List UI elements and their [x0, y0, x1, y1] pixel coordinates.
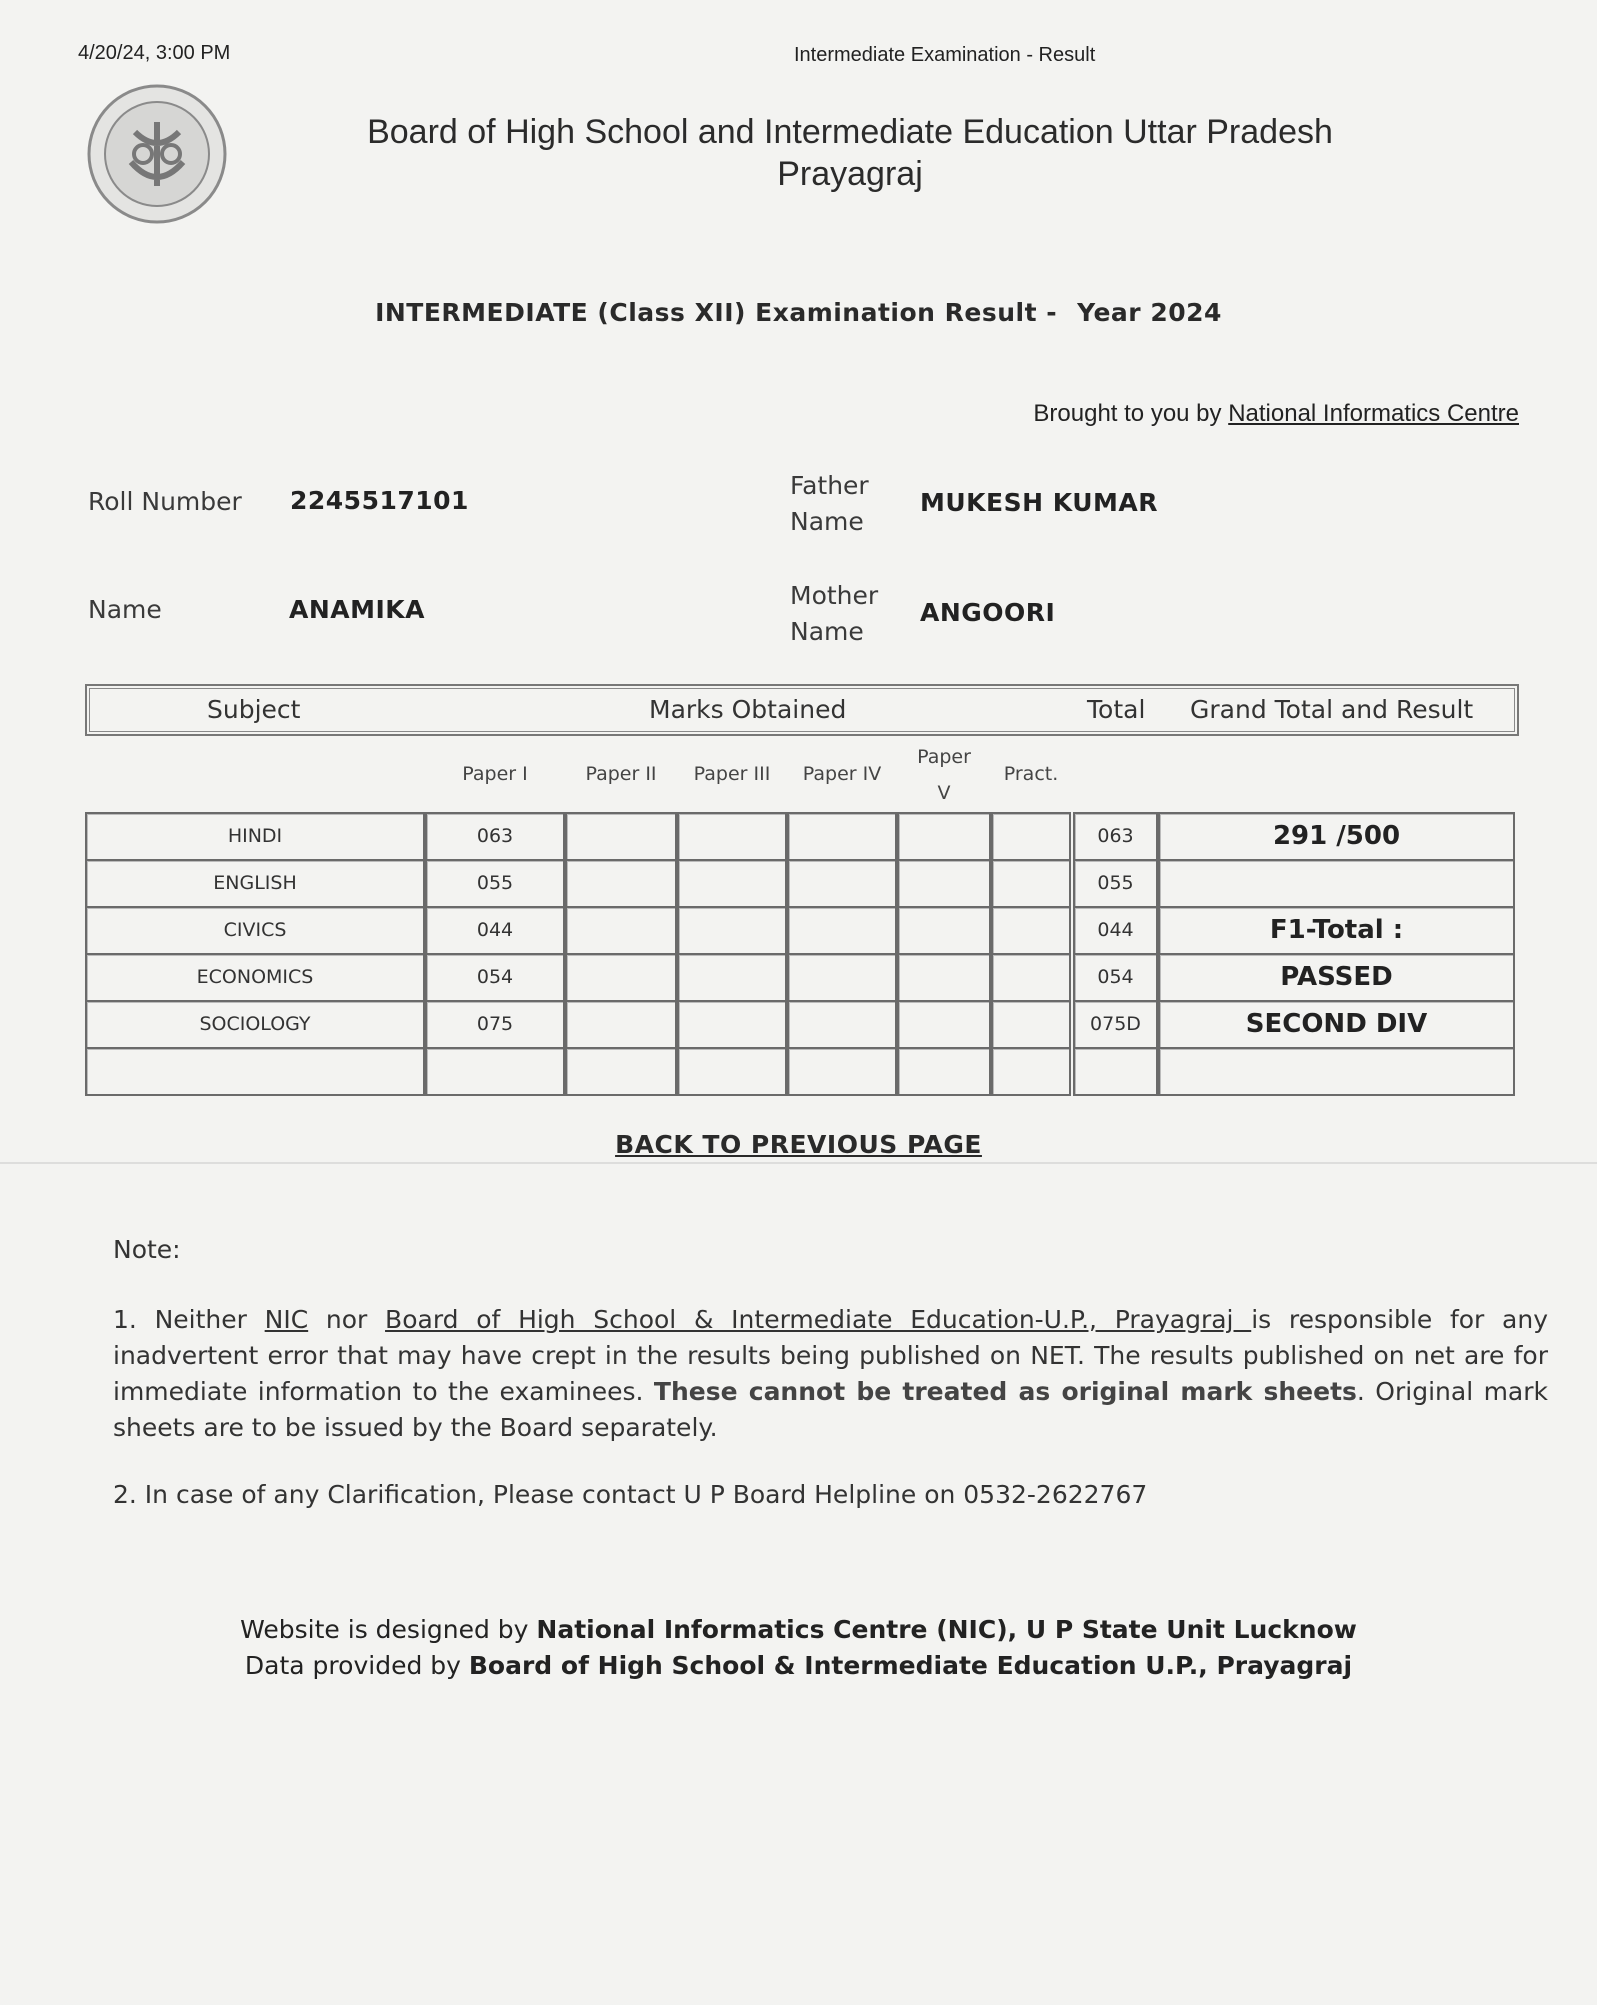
exam-title-main: INTERMEDIATE (Class XII) Examination Result - — [375, 298, 1058, 327]
paper-5-cell — [897, 1000, 991, 1049]
col-practical: Pract. — [1003, 763, 1059, 785]
paper-2-cell — [565, 859, 677, 908]
brought-by — [1033, 400, 1519, 428]
paper-5-cell — [897, 953, 991, 1002]
brought-by-prefix: Brought to you by — [1033, 400, 1229, 427]
result-table-header — [85, 684, 1519, 736]
total-cell: 055 — [1073, 859, 1158, 908]
note-1-board: Board of High School & Intermediate Education-U.P., Prayagraj — [385, 1305, 1252, 1334]
father-name-value: MUKESH KUMAR — [920, 488, 1158, 517]
paper-fold-line — [0, 1162, 1597, 1164]
total-cell — [1073, 1047, 1158, 1096]
footer-designed-prefix: Website is designed by — [240, 1615, 537, 1644]
note-2: 2. In case of any Clarification, Please contact U P Board Helpline on 0532-2622767 — [113, 1480, 1148, 1509]
subject-cell — [85, 1047, 425, 1096]
note-heading: Note: — [113, 1235, 181, 1264]
roll-number-label: Roll Number — [88, 487, 242, 516]
note-1-part-a: 1. Neither — [113, 1305, 265, 1334]
col-paper-2: Paper II — [585, 763, 657, 785]
col-paper-5-line2: V — [937, 782, 951, 804]
result-cell — [1158, 859, 1515, 908]
result-cell — [1158, 1047, 1515, 1096]
paper-5-cell — [897, 812, 991, 861]
paper-4-cell — [787, 1047, 897, 1096]
board-name-line1: Board of High School and Intermediate Education Uttar Pradesh — [367, 113, 1333, 151]
header-marks-obtained: Marks Obtained — [649, 695, 847, 724]
paper-2-cell — [565, 1047, 677, 1096]
note-1-part-d: . Original mark sheets are to be issued by the Board separately. — [113, 1377, 1549, 1442]
paper-3-cell — [677, 859, 787, 908]
subject-cell: HINDI — [85, 812, 425, 861]
note-1-part-b: nor — [308, 1305, 386, 1334]
header-subject: Subject — [207, 695, 301, 724]
result-cell: 291 /500 — [1158, 812, 1515, 861]
paper-1-cell — [425, 1047, 565, 1096]
footer-designed-by: National Informatics Centre (NIC), U P State Unit Lucknow — [536, 1615, 1357, 1644]
paper-3-cell — [677, 1047, 787, 1096]
paper-1-cell: 044 — [425, 906, 565, 955]
paper-3-cell — [677, 812, 787, 861]
paper-3-cell — [677, 1000, 787, 1049]
father-label — [790, 468, 869, 540]
footer-data-prefix: Data provided by — [244, 1651, 469, 1680]
subject-cell: CIVICS — [85, 906, 425, 955]
board-name-line2: Prayagraj — [777, 155, 923, 193]
total-cell: 075D — [1073, 1000, 1158, 1049]
col-paper-5-line1: Paper — [917, 746, 971, 768]
name-label: Name — [88, 595, 162, 624]
practical-cell — [991, 859, 1071, 908]
paper-2-cell — [565, 906, 677, 955]
footer-line-1 — [0, 1612, 1597, 1648]
paper-3-cell — [677, 953, 787, 1002]
col-paper-1: Paper I — [462, 763, 528, 785]
paper-4-cell — [787, 1000, 897, 1049]
result-cell: PASSED — [1158, 953, 1515, 1002]
roll-number-value: 2245517101 — [290, 486, 469, 515]
mother-name-value: ANGOORI — [920, 598, 1056, 627]
col-paper-3: Paper III — [693, 763, 771, 785]
footer-data-by: Board of High School & Intermediate Education U.P., Prayagraj — [468, 1651, 1353, 1680]
name-value: ANAMIKA — [289, 595, 426, 624]
paper-1-cell: 063 — [425, 812, 565, 861]
result-cell: F1-Total : — [1158, 906, 1515, 955]
up-government-seal-icon — [85, 82, 229, 226]
paper-1-cell: 075 — [425, 1000, 565, 1049]
total-cell: 054 — [1073, 953, 1158, 1002]
note-1-nic: NIC — [264, 1305, 309, 1334]
practical-cell — [991, 953, 1071, 1002]
paper-1-cell: 055 — [425, 859, 565, 908]
paper-4-cell — [787, 859, 897, 908]
footer-line-2 — [0, 1648, 1597, 1684]
practical-cell — [991, 812, 1071, 861]
paper-2-cell — [565, 1000, 677, 1049]
father-label-line1: Father — [790, 471, 869, 500]
practical-cell — [991, 1047, 1071, 1096]
print-datetime: 4/20/24, 3:00 PM — [78, 42, 231, 64]
paper-5-cell — [897, 859, 991, 908]
col-paper-4: Paper IV — [802, 763, 882, 785]
father-label-line2: Name — [790, 507, 864, 536]
total-cell: 063 — [1073, 812, 1158, 861]
paper-4-cell — [787, 953, 897, 1002]
note-1-part-c: is responsible for any inadvertent error that may have crept in the results being published on NET. The results published on net are for immediate information to the examinees. — [113, 1305, 1549, 1406]
subject-cell: ENGLISH — [85, 859, 425, 908]
result-cell: SECOND DIV — [1158, 1000, 1515, 1049]
mother-label-line1: Mother — [790, 581, 879, 610]
practical-cell — [991, 906, 1071, 955]
note-1-bold: These cannot be treated as original mark sheets — [653, 1377, 1357, 1406]
subject-cell: SOCIOLOGY — [85, 1000, 425, 1049]
exam-title-year: Year 2024 — [1077, 298, 1222, 327]
note-1 — [113, 1302, 1548, 1446]
subject-cell: ECONOMICS — [85, 953, 425, 1002]
header-total: Total — [1087, 695, 1146, 724]
mother-label — [790, 578, 878, 650]
print-page-title: Intermediate Examination - Result — [794, 44, 1096, 66]
back-to-previous-page-link[interactable]: BACK TO PREVIOUS PAGE — [615, 1130, 982, 1159]
paper-1-cell: 054 — [425, 953, 565, 1002]
paper-2-cell — [565, 812, 677, 861]
mother-label-line2: Name — [790, 617, 864, 646]
paper-5-cell — [897, 906, 991, 955]
header-grand-total: Grand Total and Result — [1190, 695, 1474, 724]
total-cell: 044 — [1073, 906, 1158, 955]
paper-4-cell — [787, 906, 897, 955]
practical-cell — [991, 1000, 1071, 1049]
exam-title — [0, 298, 1597, 327]
paper-2-cell — [565, 953, 677, 1002]
nic-link[interactable]: National Informatics Centre — [1228, 400, 1519, 427]
paper-3-cell — [677, 906, 787, 955]
paper-5-cell — [897, 1047, 991, 1096]
paper-4-cell — [787, 812, 897, 861]
